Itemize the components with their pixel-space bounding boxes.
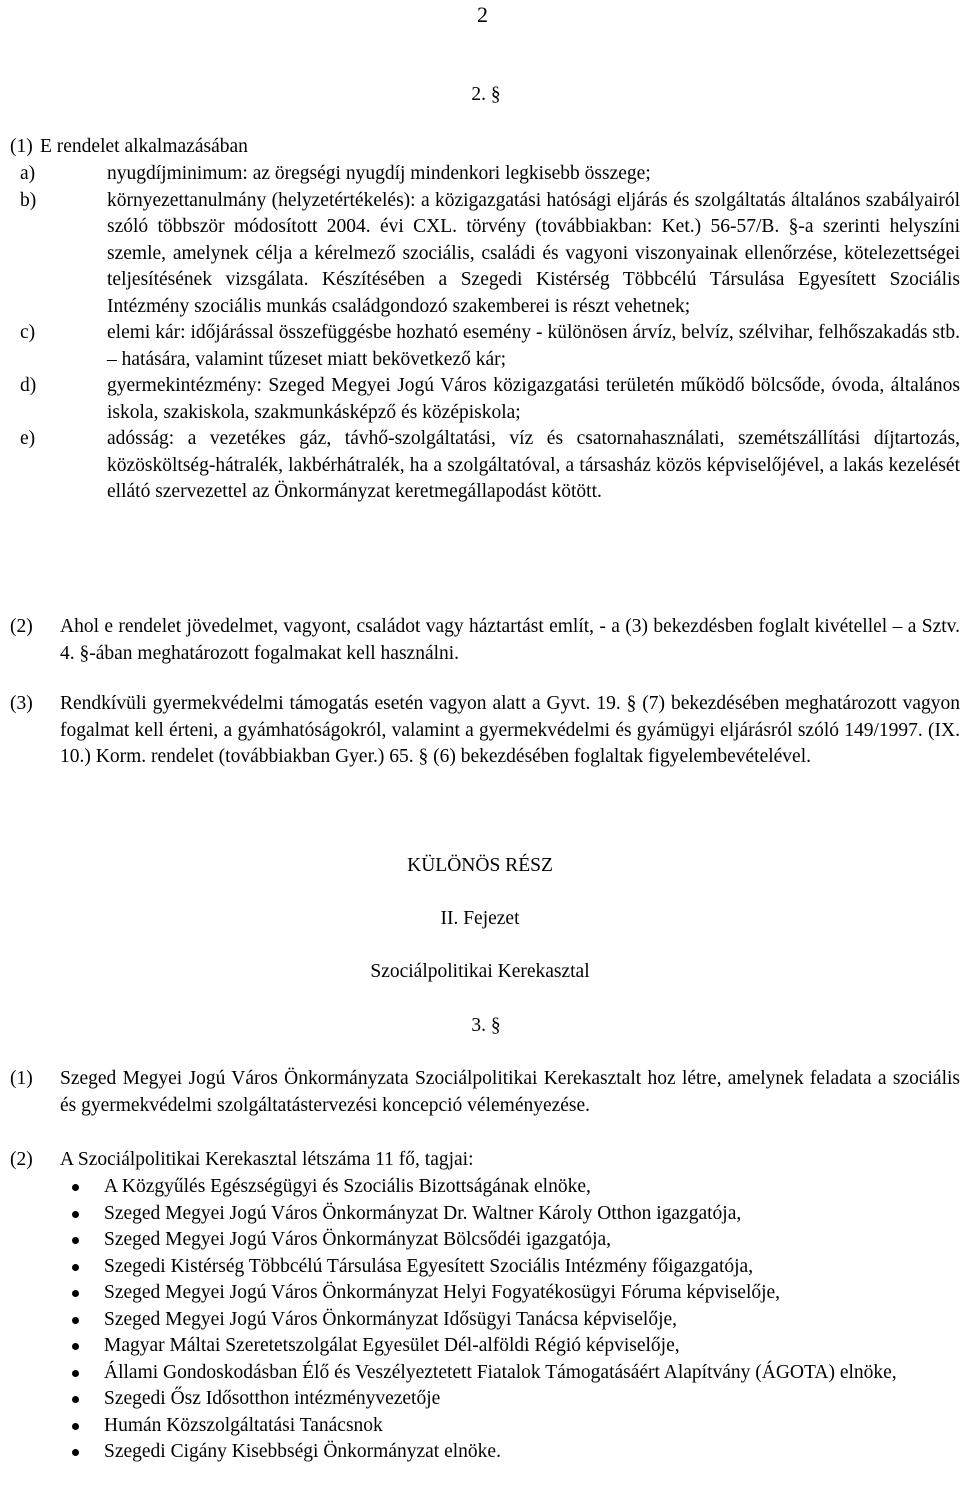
member-list [0, 1174, 960, 1466]
member-text: Szeged Megyei Jogú Város Önkormányzat Idősügyi Tanácsa képviselője, [104, 1308, 678, 1330]
section-2-heading: 2. § [471, 84, 501, 105]
item-letter: d) [20, 375, 37, 396]
list-item [0, 1174, 960, 1201]
bullet-icon [72, 1264, 79, 1271]
paragraph-number: (2) [10, 1149, 33, 1170]
bullet-icon [72, 1343, 79, 1350]
member-text: Szeged Megyei Jogú Város Önkormányzat Bölcsődéi igazgatója, [104, 1229, 612, 1250]
section-2-paragraph-3 [10, 691, 960, 771]
member-text: Szeged Megyei Jogú Város Önkormányzat Helyi Fogyatékosügyi Fóruma képviselője, [104, 1282, 781, 1303]
bullet-icon [72, 1211, 79, 1218]
paragraph-number: (1) [10, 1068, 33, 1089]
bullet-icon [72, 1396, 79, 1403]
bullet-icon [72, 1290, 79, 1297]
paragraph-text: Ahol e rendelet jövedelmet, vagyont, családot vagy háztartást említ, - a (3) bekezdésben foglalt kivétellel – a Sztv. 4. §-ában meghatározott fogalmakat kell használni. [60, 616, 960, 664]
bullet-icon [72, 1449, 79, 1456]
section-3-heading: 3. § [471, 1015, 501, 1036]
paragraph-intro: E rendelet alkalmazásában [40, 136, 248, 157]
bullet-icon [72, 1370, 79, 1377]
list-item [0, 1360, 960, 1387]
bullet-icon [72, 1317, 79, 1324]
item-letter: e) [20, 428, 36, 449]
item-text: nyugdíjminimum: az öregségi nyugdíj mindenkori legkisebb összege; [107, 163, 651, 184]
part-title: KÜLÖNÖS RÉSZ [407, 855, 553, 876]
bullet-icon [72, 1237, 79, 1244]
paragraph-text: Rendkívüli gyermekvédelmi támogatás esetén vagyon alatt a Gyvt. 19. § (7) bekezdésében meghatározott vagyon fogalmat kell érteni, a gyámhatóságokról, valamint a gyermekvédelmi és gyámügyi eljárásról szóló 149/1997. (IX. 10.) Korm. rendelet (továbbiakban Gyer.) 65. § (6) bekezdésében foglaltak figyelembevételével. [60, 693, 960, 767]
member-text: Magyar Máltai Szeretetszolgálat Egyesület Dél-alföldi Régió képviselője, [104, 1335, 680, 1356]
chapter-title: II. Fejezet [440, 908, 520, 929]
member-text: Állami Gondoskodásban Élő és Veszélyeztetett Fiatalok Támogatásáért Alapítvány (ÁGOTA) elnöke, [104, 1361, 897, 1383]
paragraph-text: Szeged Megyei Jogú Város Önkormányzata Szociálpolitikai Kerekasztalt hoz létre, amelynek feladata a szociális és gyermekvédelmi szolgáltatástervezési koncepció véleményezése. [60, 1068, 960, 1116]
member-text: Szegedi Ősz Idősotthon intézményvezetője [104, 1388, 441, 1409]
paragraph-number: (2) [10, 616, 33, 637]
list-item [0, 1307, 960, 1334]
definition-item [10, 188, 960, 321]
list-item [0, 1280, 960, 1307]
member-text: Szegedi Kistérség Többcélú Társulása Egyesített Szociális Intézmény főigazgatója, [104, 1255, 754, 1277]
paragraph-number: (1) [10, 136, 33, 157]
item-text: környezettanulmány (helyzetértékelés): a közigazgatási hatósági eljárás és szolgáltatás általános szabályairól szóló többször módosított 2004. évi CXL. törvény (továbbiakban: Ket.) 56-57/B. §-a szerinti helyszíni szemle, amelynek célja a kérelmező szociális, családi és vagyoni viszonyainak ellenőrzése, kötelezettségei teljesítésének vizsgálata. Készítésében a Szegedi Kistérség Többcélú Társulása Egyesített Szociális Intézmény szociális munkás családgondozó szakemberei is részt vehetnek; [107, 189, 960, 317]
section-2-paragraph-2 [10, 614, 960, 667]
paragraph-number: (3) [10, 693, 33, 714]
item-text: adósság: a vezetékes gáz, távhő-szolgáltatási, víz és csatornahasználati, szemétszállítási díjtartozás, közösköltség-hátralék, lakbérhátralék, ha a szolgáltatóval, a társasház közös képviselőjével, a lakás kezelését ellátó szervezettel az Önkormányzat keretmegállapodást kötött. [107, 428, 960, 502]
definition-list [10, 161, 960, 506]
list-item [0, 1386, 960, 1413]
definition-item [10, 373, 960, 426]
list-item [0, 1227, 960, 1254]
member-text: Szegedi Cigány Kisebbségi Önkormányzat elnöke. [104, 1441, 501, 1462]
list-item [0, 1201, 960, 1228]
chapter-subtitle: Szociálpolitikai Kerekasztal [370, 961, 590, 982]
paragraph-text: A Szociálpolitikai Kerekasztal létszáma 11 fő, tagjai: [60, 1149, 474, 1170]
item-letter: c) [20, 322, 36, 343]
section-2-paragraph-1 [10, 134, 960, 161]
section-3-paragraph-2 [10, 1147, 960, 1174]
member-text: Humán Közszolgáltatási Tanácsnok [104, 1414, 383, 1436]
member-text: Szeged Megyei Jogú Város Önkormányzat Dr. Waltner Károly Otthon igazgatója, [104, 1202, 742, 1224]
page-number: 2 [477, 2, 488, 27]
list-item [0, 1439, 960, 1466]
member-text: A Közgyűlés Egészségügyi és Szociális Bizottságának elnöke, [104, 1176, 591, 1197]
definition-item [10, 161, 960, 188]
item-text: elemi kár: időjárással összefüggésbe hozható esemény - különösen árvíz, belvíz, szélvihar, felhőszakadás stb. – hatására, valamint tűzeset miatt bekövetkező kár; [107, 322, 960, 370]
definition-item [10, 320, 960, 373]
list-item [0, 1333, 960, 1360]
item-letter: b) [20, 189, 37, 211]
list-item [0, 1254, 960, 1281]
item-letter: a) [20, 163, 36, 184]
item-text: gyermekintézmény: Szeged Megyei Jogú Város közigazgatási területén működő bölcsőde, óvoda, általános iskola, szakiskola, szakmunkásképző és középiskola; [107, 375, 960, 423]
definition-item [10, 426, 960, 506]
section-3-paragraph-1 [10, 1066, 960, 1119]
bullet-icon [72, 1423, 79, 1430]
bullet-icon [72, 1184, 79, 1191]
list-item [0, 1413, 960, 1440]
